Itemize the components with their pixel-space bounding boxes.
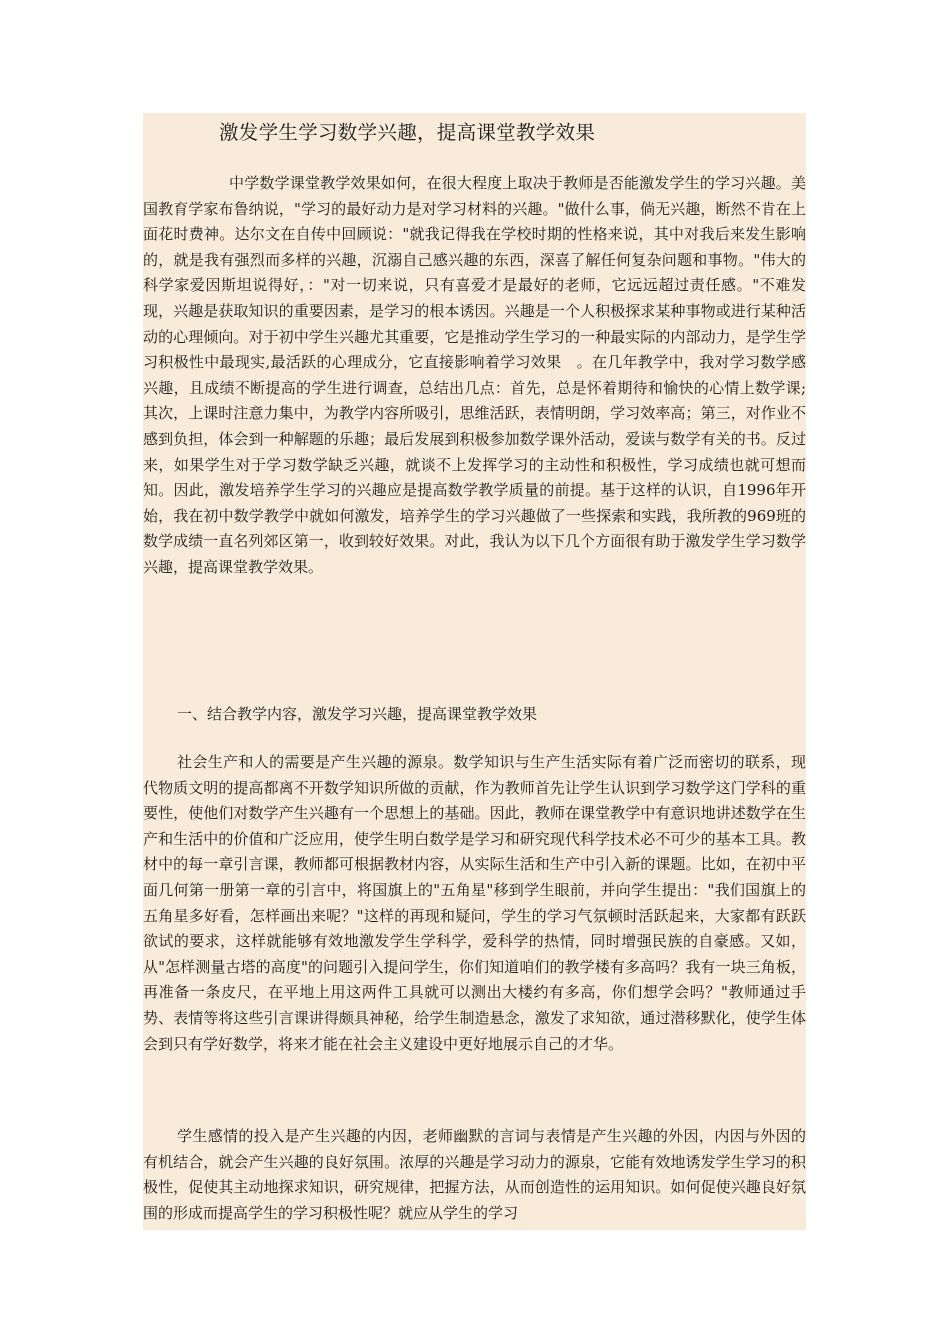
section-1-paragraph-2: 学生感情的投入是产生兴趣的内因，老师幽默的言词与表情是产生兴趣的外因，内因与外因的有机结合，就会产生兴趣的良好氛围。浓厚的兴趣是学习动力的源泉，它能有效地诱发学生学习的积极性，促使其主动地探求知识，研究规律，把握方法，从而创造性的运用知识。如何促使兴趣良好氛围的形成而提高学生的学习积极性呢？就应从学生的学习 bbox=[143, 1127, 806, 1222]
intro-paragraph: 中学数学课堂教学效果如何，在很大程度上取决于教师是否能激发学生的学习兴趣。美国教育学家布鲁纳说，"学习的最好动力是对学习材料的兴趣。"做什么事，倘无兴趣，断然不肯在上面花时费神。达尔文在自传中回顾说："就我记得我在学校时期的性格来说，其中对我后来发生影响的，就是我有强烈而多样的兴趣，沉溺自己感兴趣的东西，深喜了解任何复杂问题和事物。"伟大的科学家爱因斯坦说得好，："对一切来说，只有喜爱才是最好的老师，它远远超过责任感。"不难发现，兴趣是获取知识的重要因素，是学习的根本诱因。兴趣是一个人积极探求某种事物或进行某种活动的心理倾向。对于初中学生兴趣尤其重要，它是推动学生学习的一种最实际的内部动力，是学生学习积极性中最现实,最活跃的心理成分，它直接影响着学习效果 。在几年教学中，我对学习数学感兴趣，且成绩不断提高的学生进行调查，总结出几点：首先，总是怀着期待和愉快的心情上数学课;其次，上课时注意力集中，为教学内容所吸引，思维活跃，表情明朗，学习效率高；第三，对作业不感到负担，体会到一种解题的乐趣；最后发展到积极参加数学课外活动，爱读与数学有关的书。反过来，如果学生对于学习数学缺乏兴趣，就谈不上发挥学习的主动性和积极性，学习成绩也就可想而知。因此，激发培养学生学习的兴趣应是提高数学教学质量的前提。基于这样的认识，自1996年开始，我在初中数学教学中就如何激发，培养学生的学习兴趣做了一些探索和实践，我所教的969班的数学成绩一直名列郊区第一，收到较好效果。对此，我认为以下几个方面很有助于激发学生学习数学兴趣，提高课堂教学效果。 bbox=[143, 174, 806, 576]
document-title: 激发学生学习数学兴趣，提高课堂教学效果 bbox=[219, 121, 596, 144]
section-1-paragraph-1: 社会生产和人的需要是产生兴趣的源泉。数学知识与生产生活实际有着广泛而密切的联系，现代物质文明的提高都离不开数学知识所做的贡献，作为教师首先让学生认识到学习数学这门学科的重要性，使他们对数学产生兴趣有一个思想上的基础。因此，教师在课堂教学中有意识地讲述数学在生产和生活中的价值和广泛应用，使学生明白数学是学习和研究现代科学技术必不可少的基本工具。教材中的每一章引言课，教师都可根据教材内容，从实际生活和生产中引入新的课题。比如，在初中平面几何第一册第一章的引言中，将国旗上的"五角星"移到学生眼前，并向学生提出："我们国旗上的五角星多好看，怎样画出来呢？"这样的再现和疑问，学生的学习气氛顿时活跃起来，大家都有跃跃欲试的要求，这样就能够有效地激发学生学科学，爱科学的热情，同时增强民族的自豪感。又如，从"怎样测量古塔的高度"的问题引入提问学生，你们知道咱们的教学楼有多高吗？我有一块三角板，再准备一条皮尺，在平地上用这两件工具就可以测出大楼约有多高，你们想学会吗？"教师通过手势、表情等将这些引言课讲得颇具神秘，给学生制造悬念，激发了求知欲，通过潜移默化，使学生体会到只有学好数学，将来才能在社会主义建设中更好地展示自己的才华。 bbox=[143, 753, 806, 1053]
section-1-heading: 一、结合教学内容，激发学习兴趣，提高课堂教学效果 bbox=[177, 705, 538, 723]
document-panel bbox=[143, 113, 806, 1230]
